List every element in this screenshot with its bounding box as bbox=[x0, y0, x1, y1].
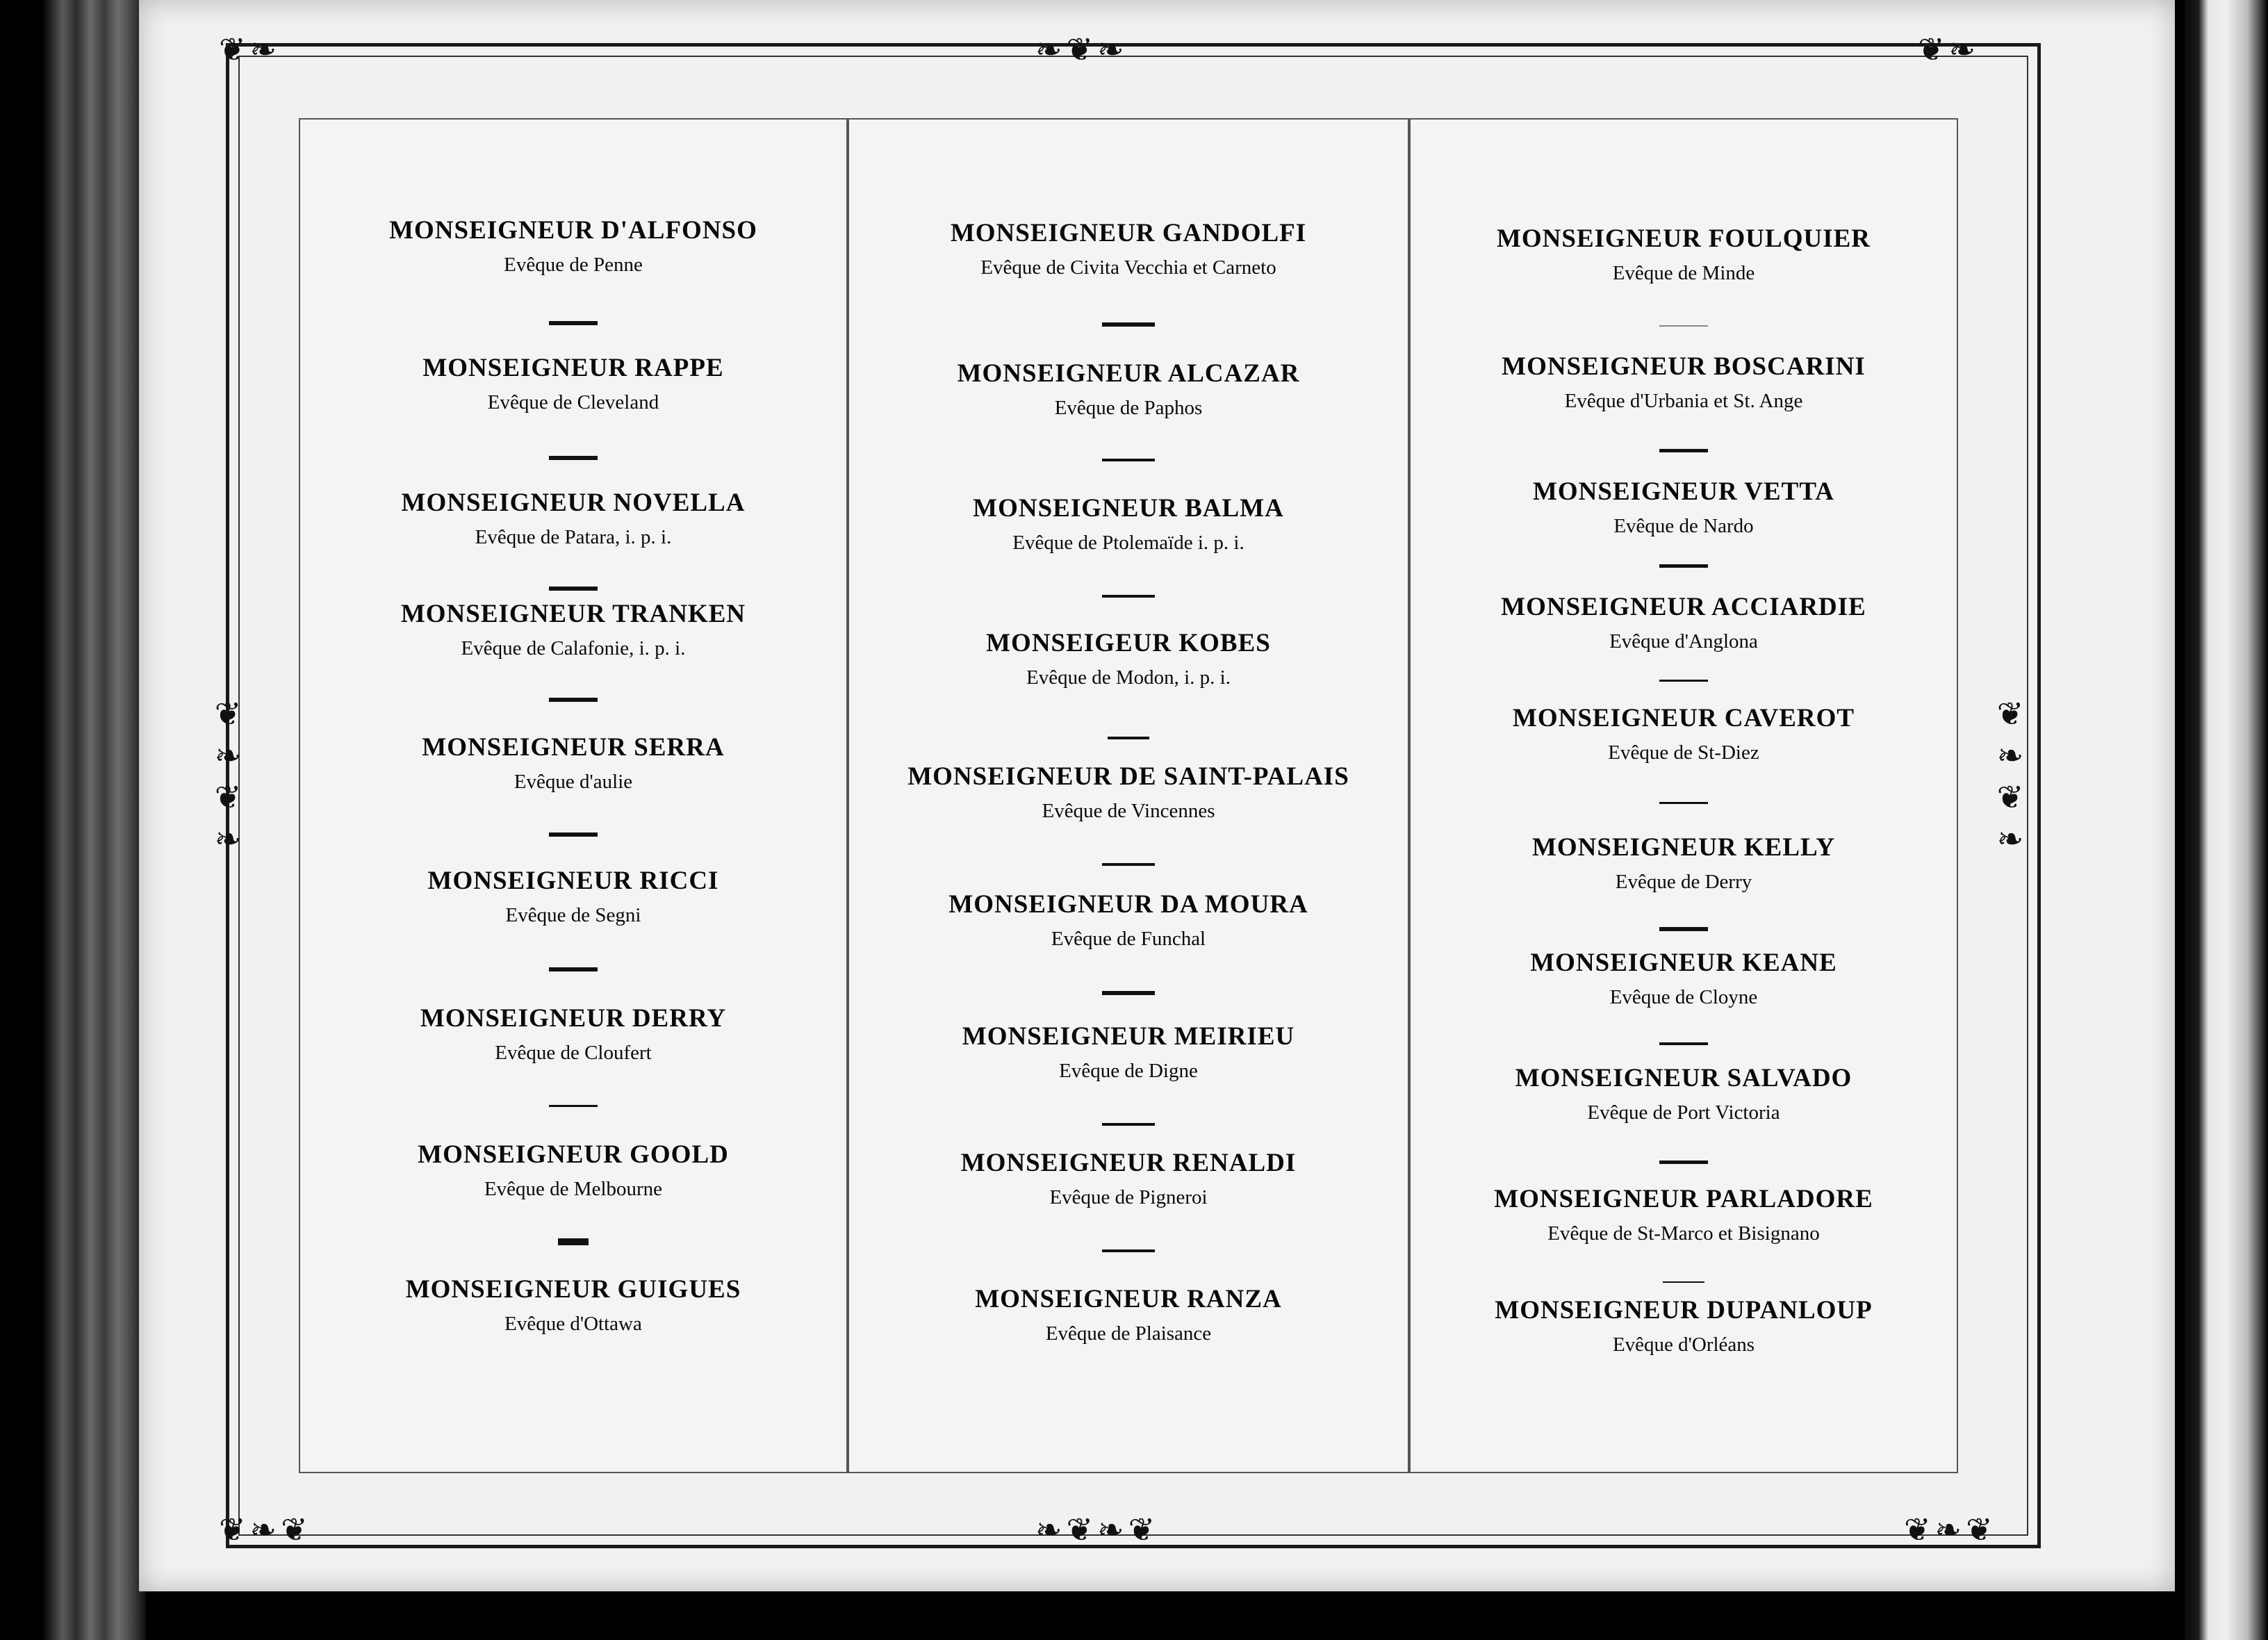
bishop-see: Evêque de Funchal bbox=[1051, 928, 1206, 950]
bishop-see: Evêque de Plaisance bbox=[1045, 1322, 1212, 1345]
bishop-name: MONSEIGNEUR GUIGUES bbox=[405, 1275, 741, 1304]
list-item bbox=[299, 488, 848, 549]
separator-dash bbox=[1102, 1249, 1155, 1252]
list-item bbox=[1409, 1063, 1958, 1124]
bishop-name: MONSEIGNEUR RANZA bbox=[975, 1285, 1282, 1313]
separator-dash bbox=[1102, 322, 1155, 327]
list-item bbox=[299, 1140, 848, 1201]
separator-dash bbox=[1659, 1161, 1708, 1164]
list-item bbox=[1409, 833, 1958, 894]
bishop-name: MONSEIGNEUR GOOLD bbox=[418, 1140, 729, 1169]
separator-dash bbox=[549, 456, 598, 460]
bishop-see: Evêque de Paphos bbox=[1054, 397, 1203, 419]
list-item bbox=[848, 628, 1409, 689]
separator-dash bbox=[1102, 1123, 1155, 1126]
bishop-name: MONSEIGNEUR MEIRIEU bbox=[962, 1022, 1295, 1051]
floral-scroll-icon: ❦❧❦❧ bbox=[209, 695, 247, 862]
book-page-edges bbox=[0, 0, 146, 1640]
bishop-name: MONSEIGNEUR SALVADO bbox=[1515, 1064, 1852, 1092]
list-item bbox=[299, 353, 848, 414]
column-1 bbox=[299, 0, 848, 1640]
bishop-see: Evêque de Patara, i. p. i. bbox=[475, 526, 672, 548]
floral-scroll-icon: ❦❧ bbox=[219, 31, 281, 68]
bishop-see: Evêque de Cleveland bbox=[487, 391, 659, 413]
bishop-name: MONSEIGNEUR ALCAZAR bbox=[957, 359, 1300, 388]
bishop-name: MONSEIGNEUR KEANE bbox=[1530, 949, 1837, 977]
list-item bbox=[848, 1022, 1409, 1083]
separator-dash bbox=[558, 1238, 589, 1245]
bishop-see: Evêque de St-Marco et Bisignano bbox=[1547, 1222, 1820, 1245]
bishop-see: Evêque d'Anglona bbox=[1609, 630, 1758, 653]
bishop-see: Evêque de Ptolemaïde i. p. i. bbox=[1012, 532, 1244, 554]
bishop-name: MONSEIGNEUR BOSCARINI bbox=[1502, 352, 1866, 381]
bishop-name: MONSEIGNEUR ACCIARDIE bbox=[1501, 593, 1866, 621]
list-item bbox=[1409, 352, 1958, 413]
separator-dash bbox=[1663, 1281, 1704, 1283]
separator-dash bbox=[549, 967, 598, 971]
bishop-see: Evêque d'Ottawa bbox=[504, 1313, 642, 1335]
bishop-name: MONSEIGNEUR GANDOLFI bbox=[950, 219, 1307, 247]
separator-dash bbox=[1102, 459, 1155, 461]
bishop-see: Evêque de Segni bbox=[505, 904, 641, 926]
bishop-see: Evêque d'Orléans bbox=[1612, 1334, 1755, 1356]
bishop-name: MONSEIGNEUR DE SAINT-PALAIS bbox=[907, 762, 1349, 791]
bishop-name: MONSEIGNEUR DERRY bbox=[420, 1004, 727, 1033]
bishop-see: Evêque de Melbourne bbox=[484, 1178, 663, 1200]
bishop-see: Evêque de St-Diez bbox=[1608, 741, 1759, 764]
floral-scroll-icon: ❦❧❦ bbox=[219, 1511, 312, 1548]
list-item bbox=[299, 599, 848, 660]
floral-scroll-icon: ❦❧ bbox=[1918, 31, 1980, 68]
separator-dash bbox=[549, 587, 598, 591]
bishop-see: Evêque de Digne bbox=[1059, 1060, 1198, 1082]
list-item bbox=[299, 1274, 848, 1336]
floral-scroll-icon: ❦❧❦ bbox=[1904, 1511, 1997, 1548]
list-item bbox=[848, 889, 1409, 951]
bishop-see: Evêque de Penne bbox=[504, 254, 643, 276]
list-item bbox=[299, 732, 848, 794]
bishop-see: Evêque de Pigneroi bbox=[1049, 1186, 1208, 1208]
list-item bbox=[299, 866, 848, 927]
list-item bbox=[1409, 224, 1958, 285]
floral-scroll-icon: ❧❦❧❦ bbox=[1035, 1511, 1160, 1548]
bishop-see: Evêque d'Urbania et St. Ange bbox=[1564, 390, 1803, 412]
bishop-name: MONSEIGNEUR VETTA bbox=[1532, 477, 1834, 506]
bishop-name: MONSEIGNEUR KELLY bbox=[1531, 833, 1836, 862]
separator-dash bbox=[1659, 1042, 1708, 1045]
bishop-see: Evêque de Modon, i. p. i. bbox=[1026, 666, 1231, 689]
separator-dash bbox=[1659, 680, 1708, 682]
list-item bbox=[1409, 703, 1958, 764]
column-2 bbox=[848, 0, 1409, 1640]
bishop-see: Evêque de Cloufert bbox=[495, 1042, 652, 1064]
bishop-name: MONSEIGNEUR RAPPE bbox=[422, 354, 724, 382]
floral-scroll-icon: ❧❦❧ bbox=[1035, 31, 1128, 68]
bishop-name: MONSEIGNEUR BALMA bbox=[973, 494, 1284, 523]
separator-dash bbox=[1108, 737, 1149, 739]
separator-dash bbox=[549, 321, 598, 325]
bishop-see: Evêque de Port Victoria bbox=[1587, 1101, 1780, 1124]
bishop-name: MONSEIGNEUR RICCI bbox=[427, 867, 719, 895]
list-item bbox=[848, 1148, 1409, 1209]
list-item bbox=[848, 493, 1409, 555]
list-item bbox=[299, 1003, 848, 1065]
separator-dash bbox=[1102, 595, 1155, 598]
bishop-name: MONSEIGNEUR DA MOURA bbox=[948, 890, 1308, 919]
bishop-name: MONSEIGNEUR DUPANLOUP bbox=[1495, 1296, 1873, 1325]
bishop-see: Evêque de Vincennes bbox=[1042, 800, 1215, 822]
list-item bbox=[1409, 948, 1958, 1009]
separator-dash bbox=[1659, 325, 1708, 327]
list-item bbox=[1409, 1295, 1958, 1356]
floral-scroll-icon: ❦❧❦❧ bbox=[1991, 695, 2029, 862]
bishop-see: Evêque de Derry bbox=[1615, 871, 1752, 893]
separator-dash bbox=[1659, 802, 1708, 804]
bishop-see: Evêque de Nardo bbox=[1613, 515, 1754, 537]
separator-dash bbox=[1659, 927, 1708, 931]
bishop-see: Evêque de Minde bbox=[1612, 262, 1755, 284]
column-3 bbox=[1409, 0, 1958, 1640]
list-item bbox=[299, 215, 848, 277]
bishop-name: MONSEIGNEUR FOULQUIER bbox=[1496, 224, 1871, 253]
bishop-name: MONSEIGEUR KOBES bbox=[986, 629, 1271, 657]
separator-dash bbox=[549, 1105, 598, 1107]
bishop-name: MONSEIGNEUR RENALDI bbox=[960, 1149, 1297, 1177]
bishop-see: Evêque de Calafonie, i. p. i. bbox=[461, 637, 686, 659]
bishop-name: MONSEIGNEUR SERRA bbox=[422, 733, 725, 762]
list-item bbox=[848, 762, 1409, 823]
list-item bbox=[1409, 1184, 1958, 1245]
separator-dash bbox=[549, 833, 598, 837]
separator-dash bbox=[1659, 564, 1708, 568]
list-item bbox=[848, 218, 1409, 279]
list-item bbox=[848, 1284, 1409, 1345]
next-page-edge bbox=[2185, 0, 2268, 1640]
list-item bbox=[1409, 477, 1958, 538]
bishop-see: Evêque d'aulie bbox=[513, 771, 633, 793]
separator-dash bbox=[1102, 863, 1155, 866]
list-item bbox=[1409, 592, 1958, 653]
bishop-see: Evêque de Civita Vecchia et Carneto bbox=[980, 256, 1276, 279]
separator-dash bbox=[1102, 991, 1155, 995]
list-item bbox=[848, 359, 1409, 420]
bishop-name: MONSEIGNEUR PARLADORE bbox=[1494, 1185, 1873, 1213]
separator-dash bbox=[1659, 449, 1708, 452]
bishop-name: MONSEIGNEUR NOVELLA bbox=[401, 489, 746, 517]
bishop-name: MONSEIGNEUR CAVEROT bbox=[1512, 704, 1855, 732]
bishop-see: Evêque de Cloyne bbox=[1609, 986, 1758, 1008]
separator-dash bbox=[549, 698, 598, 702]
bishop-name: MONSEIGNEUR TRANKEN bbox=[400, 600, 746, 628]
bishop-name: MONSEIGNEUR D'ALFONSO bbox=[389, 216, 757, 245]
